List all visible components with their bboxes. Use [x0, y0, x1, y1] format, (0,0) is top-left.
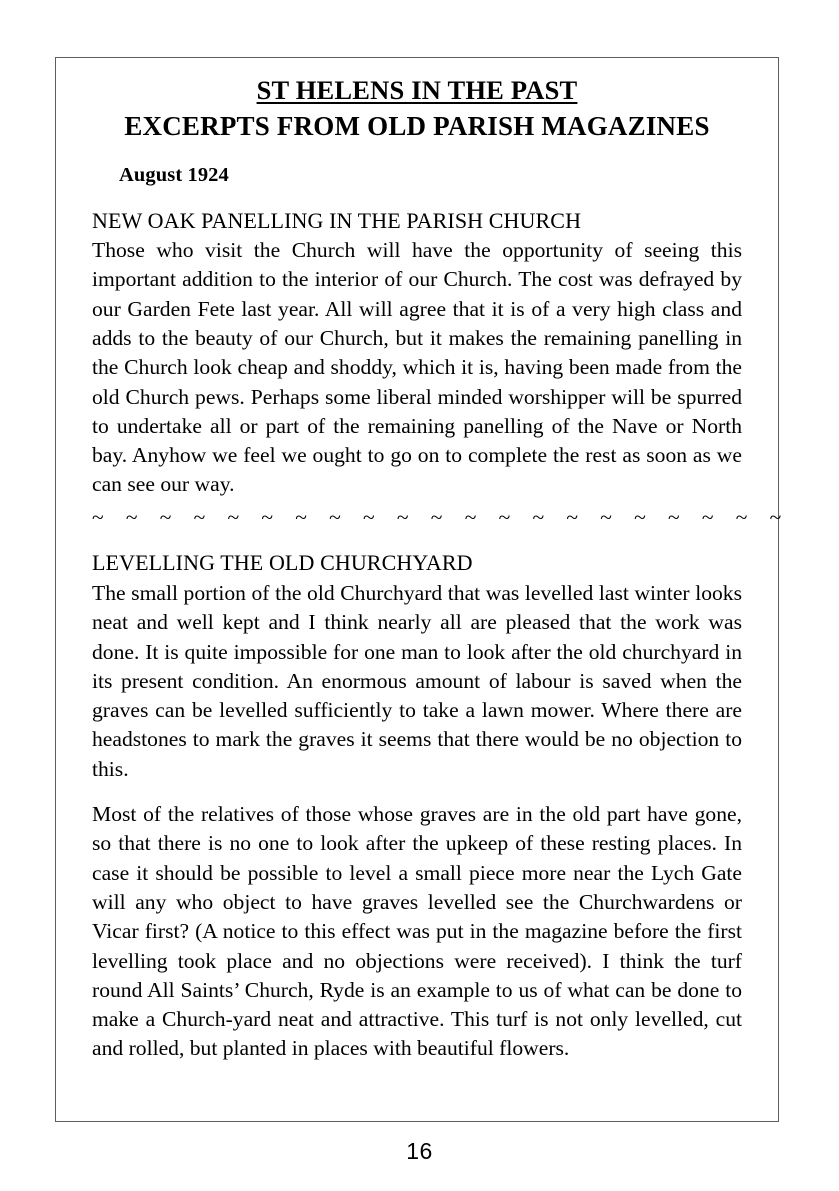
section-separator-tildes: ~ ~ ~ ~ ~ ~ ~ ~ ~ ~ ~ ~ ~ ~ ~ ~ ~ ~ ~ ~ ~ [92, 504, 790, 529]
masthead-title-line-2: EXCERPTS FROM OLD PARISH MAGAZINES [124, 111, 710, 142]
issue-date-label: August 1924 [119, 163, 229, 186]
page-number: 16 [406, 1138, 433, 1164]
masthead-title [92, 73, 742, 145]
article-heading: LEVELLING THE OLD CHURCHYARD [92, 550, 473, 576]
article-paragraph: Most of the relatives of those whose graves are in the old part have gone, so that there is no one to look after the upkeep of these resting places. In case it should be possible to level a small piece more near the Lych Gate will any who object to have graves levelled see the Churchwardens or Vicar first? (A notice to this effect was put in the magazine before the first levelling took place and no objections were received). I think the turf round All Saints’ Church, Ryde is an example to us of what can be done to make a Church-yard neat and attractive. This turf is not only levelled, cut and rolled, but planted in places with beautiful flowers. [92, 802, 742, 1061]
page-content-area [92, 73, 790, 1064]
masthead-title-line-1: ST HELENS IN THE PAST [256, 75, 578, 105]
article-paragraph: The small portion of the old Churchyard that was levelled last winter looks neat and well kept and I think nearly all are pleased that the work was done. It is quite impossible for one man to look after the old churchyard in its present condition. An enormous amount of labour is saved when the graves can be levelled sufficiently to take a lawn mower. Where there are headstones to mark the graves it seems that there would be no objection to this. [92, 580, 742, 781]
article-levelling-the-old-churchyard [92, 549, 742, 1063]
article-paragraph: Those who visit the Church will have the opportunity of seeing this important addition to the interior of our Church. The cost was defrayed by our Garden Fete last year. All will agree that it is of a very high class and adds to the beauty of our Church, but it makes the remaining panelling in the Church look cheap and shoddy, which it is, having been made from the old Church pews. Perhaps some liberal minded worshipper will be spurred to undertake all or part of the remaining panelling of the Nave or North bay. Anyhow we feel we ought to go on to complete the rest as soon as we can see our way. [92, 238, 742, 497]
article-heading: NEW OAK PANELLING IN THE PARISH CHURCH [92, 207, 582, 233]
article-new-oak-panelling [92, 207, 742, 500]
page-border-frame [55, 57, 790, 1122]
